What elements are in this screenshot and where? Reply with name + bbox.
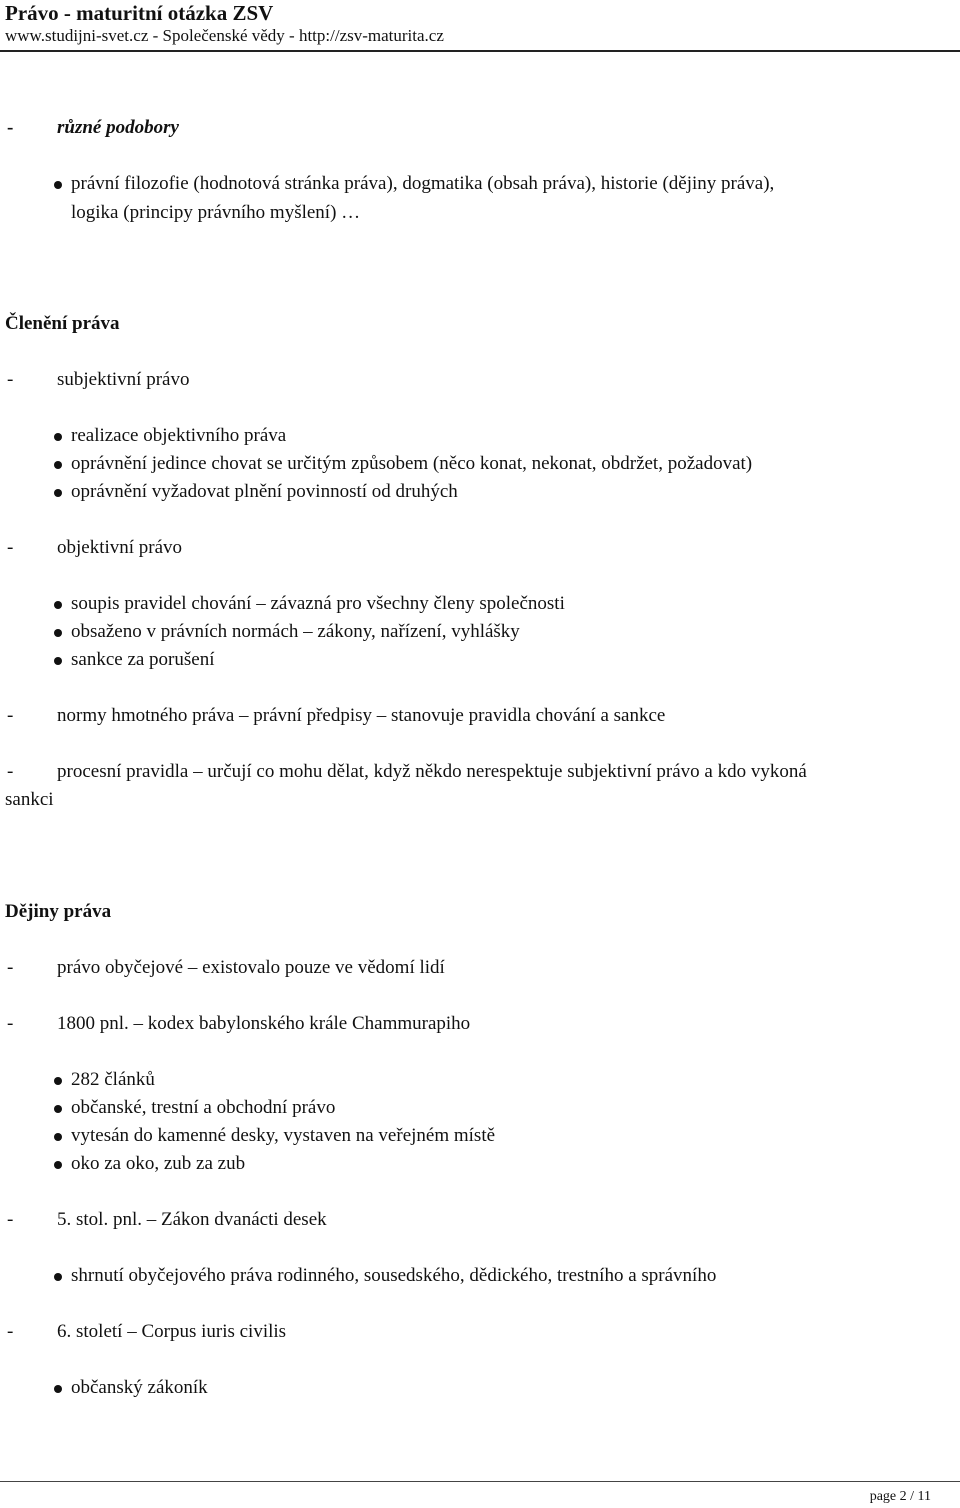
section-heading-dejiny: Dějiny práva	[5, 901, 112, 922]
bullet-icon	[54, 461, 62, 469]
bullet-icon	[54, 1273, 62, 1281]
document-title: Právo - maturitní otázka ZSV	[5, 1, 274, 25]
bullet-icon	[54, 629, 62, 637]
bullet-icon	[54, 181, 62, 189]
list-item-text: logika (principy právního myšlení) …	[71, 202, 361, 223]
zakon-text: 5. stol. pnl. – Zákon dvanácti desek	[57, 1209, 327, 1230]
dash-marker: -	[7, 369, 14, 390]
list-item-text: oprávnění vyžadovat plnění povinností od druhých	[71, 481, 458, 502]
subjektivni-label: subjektivní právo	[57, 369, 190, 390]
bullet-icon	[54, 657, 62, 665]
list-item-text: oko za oko, zub za zub	[71, 1153, 246, 1174]
section-heading-cleneni: Členění práva	[5, 313, 120, 334]
list-item-text: 282 článků	[71, 1069, 155, 1090]
list-item-text: obsaženo v právních normách – zákony, nařízení, vyhlášky	[71, 621, 520, 642]
list-item-text: právní filozofie (hodnotová stránka práva), dogmatika (obsah práva), historie (dějiny práva),	[71, 173, 775, 194]
objektivni-label: objektivní právo	[57, 537, 183, 558]
bullet-icon	[54, 1133, 62, 1141]
kodex-text: 1800 pnl. – kodex babylonského krále Chammurapiho	[57, 1013, 471, 1034]
dash-marker: -	[7, 117, 14, 138]
dash-marker: -	[7, 1209, 14, 1230]
page-header	[5, 0, 960, 46]
list-item-text: sankce za porušení	[71, 649, 215, 670]
list-item-text: oprávnění jedince chovat se určitým způsobem (něco konat, nekonat, obdržet, požadovat)	[71, 453, 753, 474]
procesni-text: procesní pravidla – určují co mohu dělat, když někdo nerespektuje subjektivní právo a kdo vykoná	[57, 761, 807, 782]
normy-text: normy hmotného práva – právní předpisy – stanovuje pravidla chování a sankce	[57, 705, 666, 726]
document-subtitle: www.studijni-svet.cz - Společenské vědy - http://zsv-maturita.cz	[5, 26, 444, 45]
list-item-text: vytesán do kamenné desky, vystaven na veřejném místě	[71, 1125, 496, 1146]
list-item-text: občanské, trestní a obchodní právo	[71, 1097, 336, 1118]
bullet-icon	[54, 433, 62, 441]
bullet-icon	[54, 1105, 62, 1113]
dash-marker: -	[7, 761, 14, 782]
page-number: page 2 / 11	[869, 1489, 931, 1504]
podobory-label: různé podobory	[57, 117, 179, 138]
list-item-text: občanský zákoník	[71, 1377, 208, 1398]
bullet-icon	[54, 489, 62, 497]
corpus-text: 6. století – Corpus iuris civilis	[57, 1321, 287, 1342]
dash-marker: -	[7, 1321, 14, 1342]
bullet-icon	[54, 1077, 62, 1085]
header-divider	[0, 50, 960, 52]
dash-marker: -	[7, 705, 14, 726]
bullet-icon	[54, 601, 62, 609]
footer-divider	[0, 1481, 960, 1482]
list-item-text: soupis pravidel chování – závazná pro všechny členy společnosti	[71, 593, 565, 614]
bullet-icon	[54, 1385, 62, 1393]
procesni-continuation: sankci	[5, 789, 54, 810]
dash-marker: -	[7, 537, 14, 558]
obycejove-text: právo obyčejové – existovalo pouze ve vědomí lidí	[57, 957, 445, 978]
dash-marker: -	[7, 957, 14, 978]
bullet-icon	[54, 1161, 62, 1169]
dash-marker: -	[7, 1013, 14, 1034]
list-item-text: realizace objektivního práva	[71, 425, 287, 446]
list-item-text: shrnutí obyčejového práva rodinného, sousedského, dědického, trestního a správního	[71, 1265, 717, 1286]
